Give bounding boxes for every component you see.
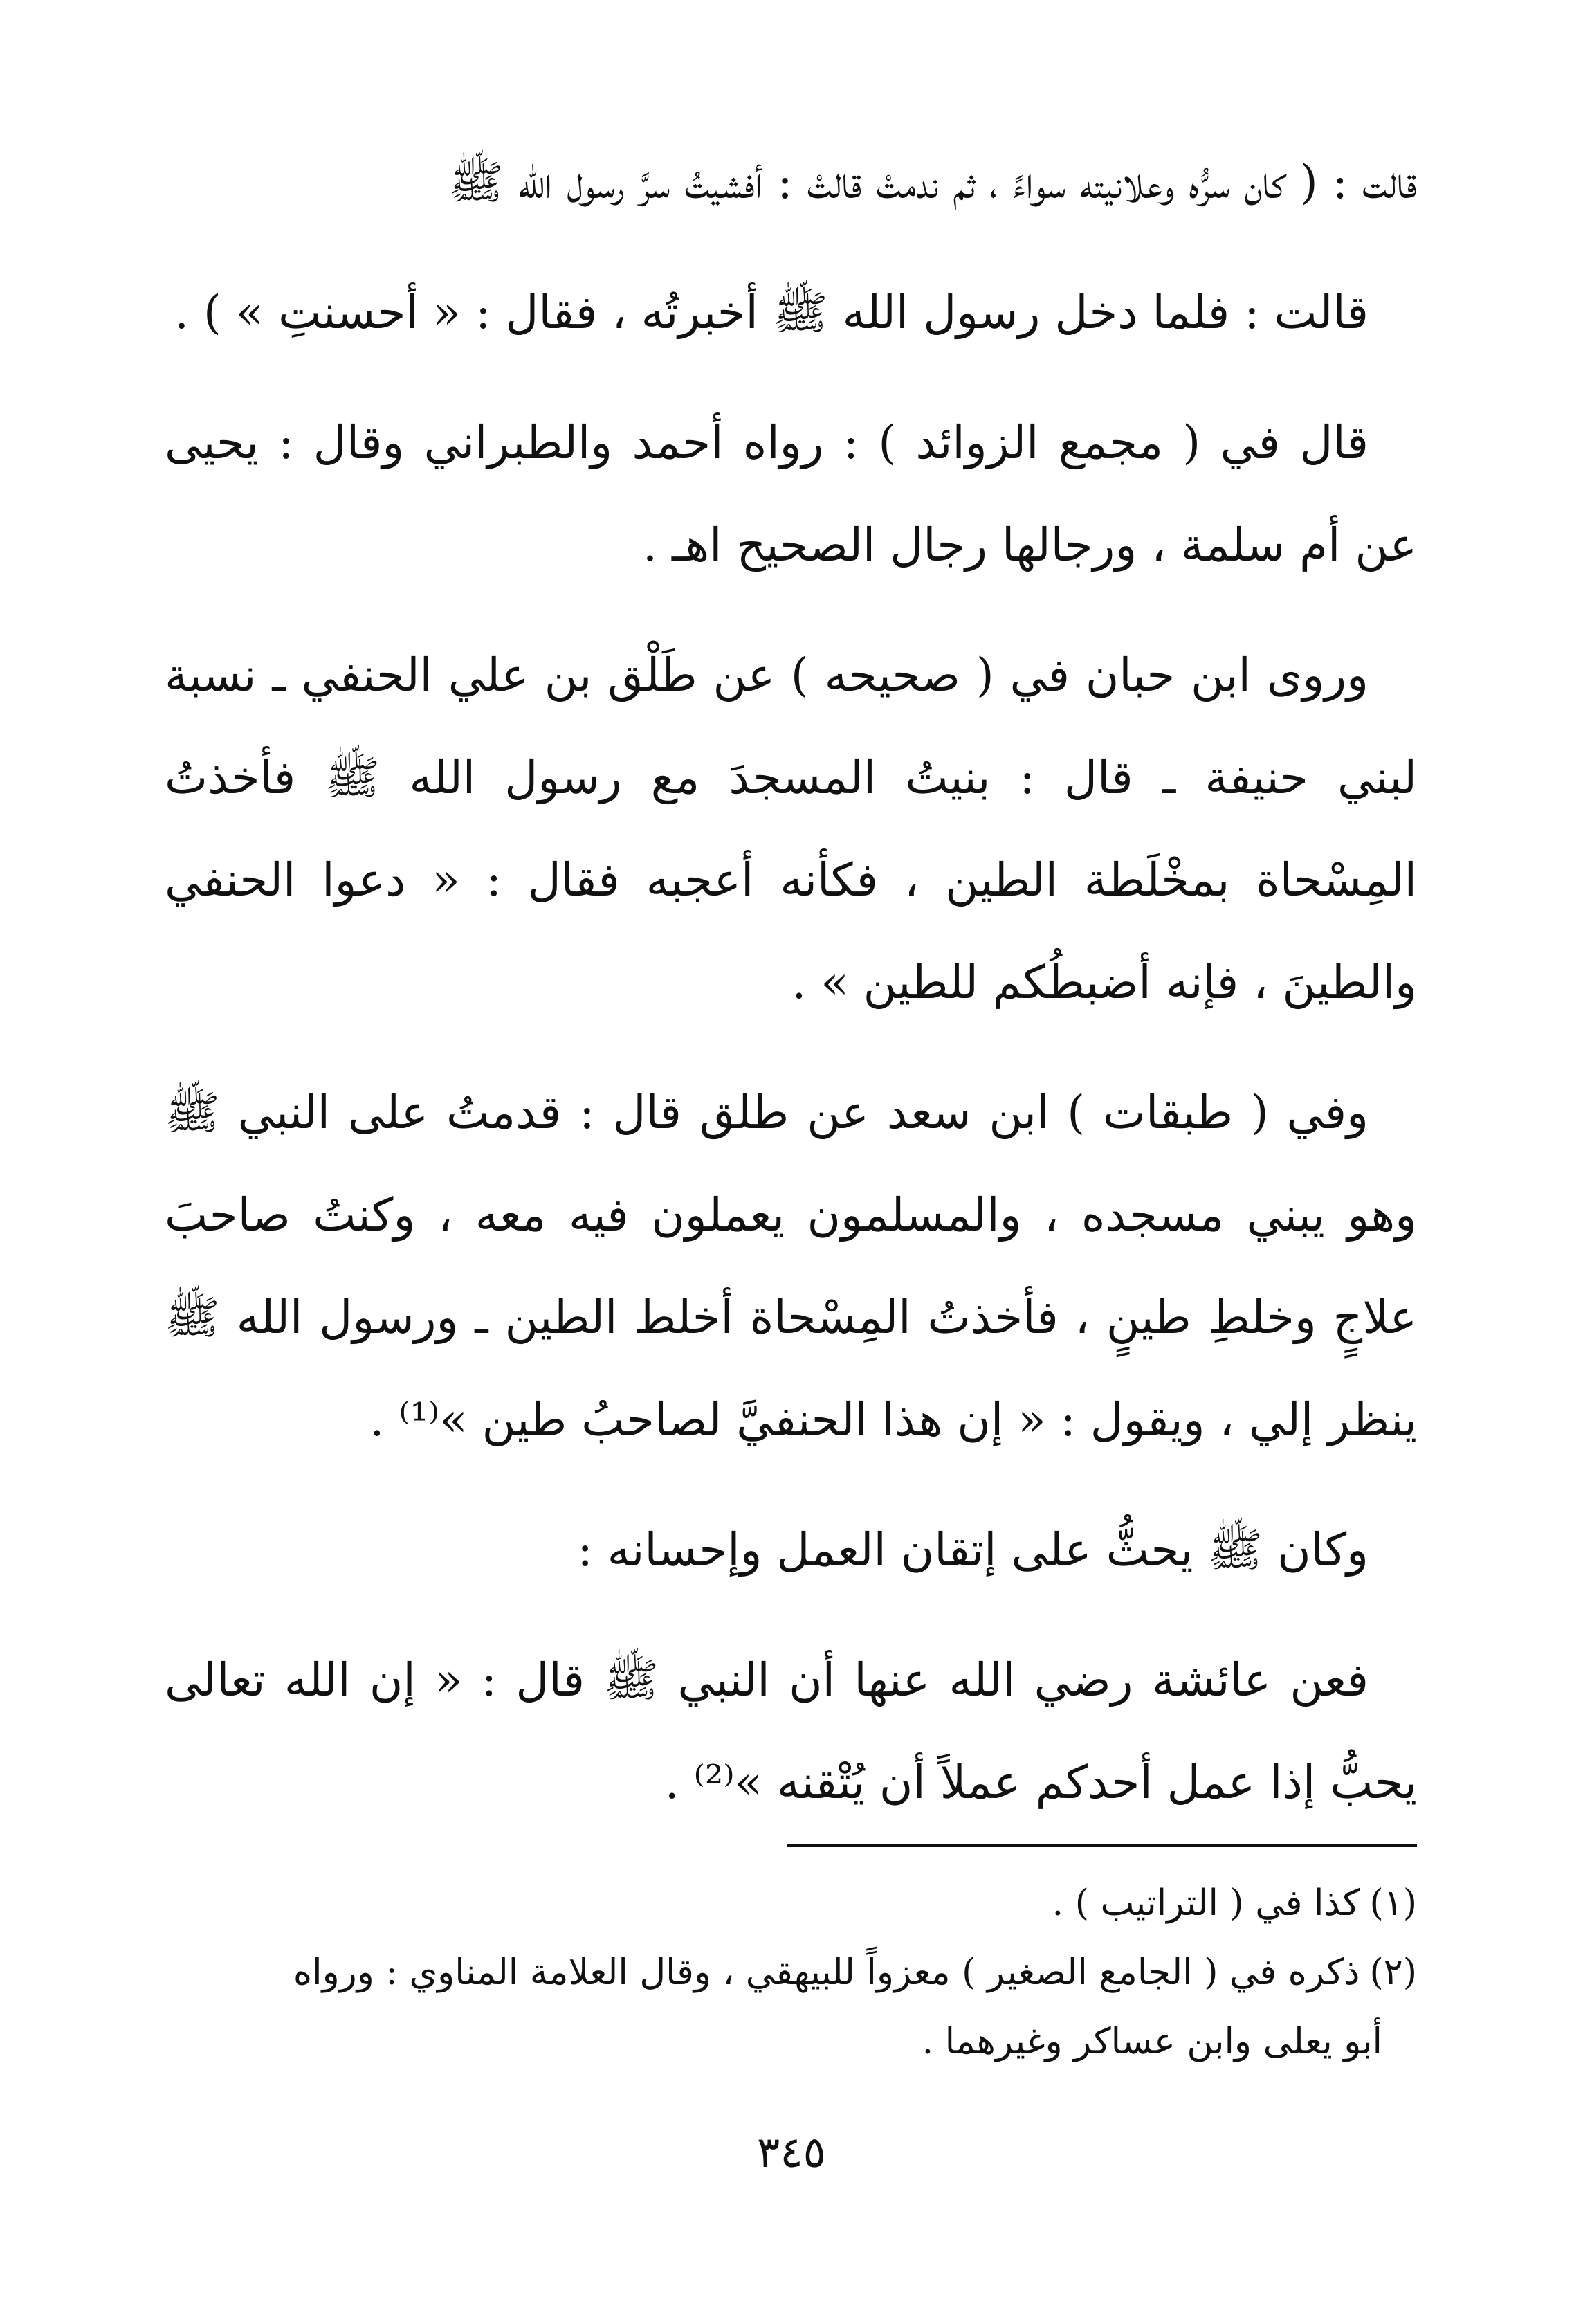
paragraph: فعن عائشة رضي الله عنها أن النبي ﷺ قال : « إن الله تعالى يحبُّ إذا عمل أحدكم عملاً أن يُتْقنه »⁽²⁾ . bbox=[165, 1653, 1417, 1809]
footnotes-section bbox=[165, 1869, 1417, 2076]
footnote-text: كذا في ( التراتيب ) . bbox=[1052, 1882, 1360, 1924]
footnote-divider bbox=[787, 1844, 1417, 1847]
footnote-number: (٢) bbox=[1369, 1952, 1417, 1993]
footnote-2-continuation: أبو يعلى وابن عساكر وغيرهما . bbox=[922, 2021, 1382, 2062]
paragraph: وروى ابن حبان في ( صحيحه ) عن طَلْق بن علي الحنفي ـ نسبة لبني حنيفة ـ قال : بنيتُ المسجدَ مع رسول الله ﷺ فأخذتُ المِسْحاة بمخْلَطة الطين ، فكأنه أعجبه فقال : « دعوا الحنفي والطينَ ، فإنه أضبطُكم للطين » . bbox=[165, 648, 1417, 1009]
paragraph: وفي ( طبقات ) ابن سعد عن طلق قال : قدمتُ على النبي ﷺ وهو يبني مسجده ، والمسلمون يعملون فيه معه ، وكنتُ صاحبَ علاجٍ وخلطِ طينٍ ، فأخذتُ المِسْحاة أخلط الطين ـ ورسول الله ﷺ ينظر إلي ، ويقول : « إن هذا الحنفيَّ لصاحبُ طين »⁽¹⁾ . bbox=[165, 1086, 1417, 1446]
page-number: ٣٤٥ bbox=[757, 2127, 826, 2177]
footnote-number: (١) bbox=[1369, 1882, 1417, 1924]
footnote-text: ذكره في ( الجامع الصغير ) معزواً للبيهقي ، وقال العلامة المناوي : ورواه bbox=[293, 1952, 1360, 1993]
footnote-2 bbox=[165, 1938, 1417, 2007]
paragraph: قالت : ( كان سرُّه وعلانيته سواءً ، ثم ندمتْ قالتْ : أفشيتُ سرَّ رسول الله ﷺ bbox=[448, 156, 1417, 209]
footnote-1 bbox=[165, 1869, 1417, 1938]
paragraph: قالت : فلما دخل رسول الله ﷺ أخبرتُه ، فقال : « أحسنتِ » ) . bbox=[174, 286, 1369, 339]
paragraph: قال في ( مجمع الزوائد ) : رواه أحمد والطبراني وقال : يحيى عن أم سلمة ، ورجالها رجال الصحيح اهـ . bbox=[165, 416, 1417, 572]
main-text-body bbox=[165, 131, 1417, 1862]
paragraph: وكان ﷺ يحثُّ على إتقان العمل وإحسانه : bbox=[577, 1523, 1369, 1577]
